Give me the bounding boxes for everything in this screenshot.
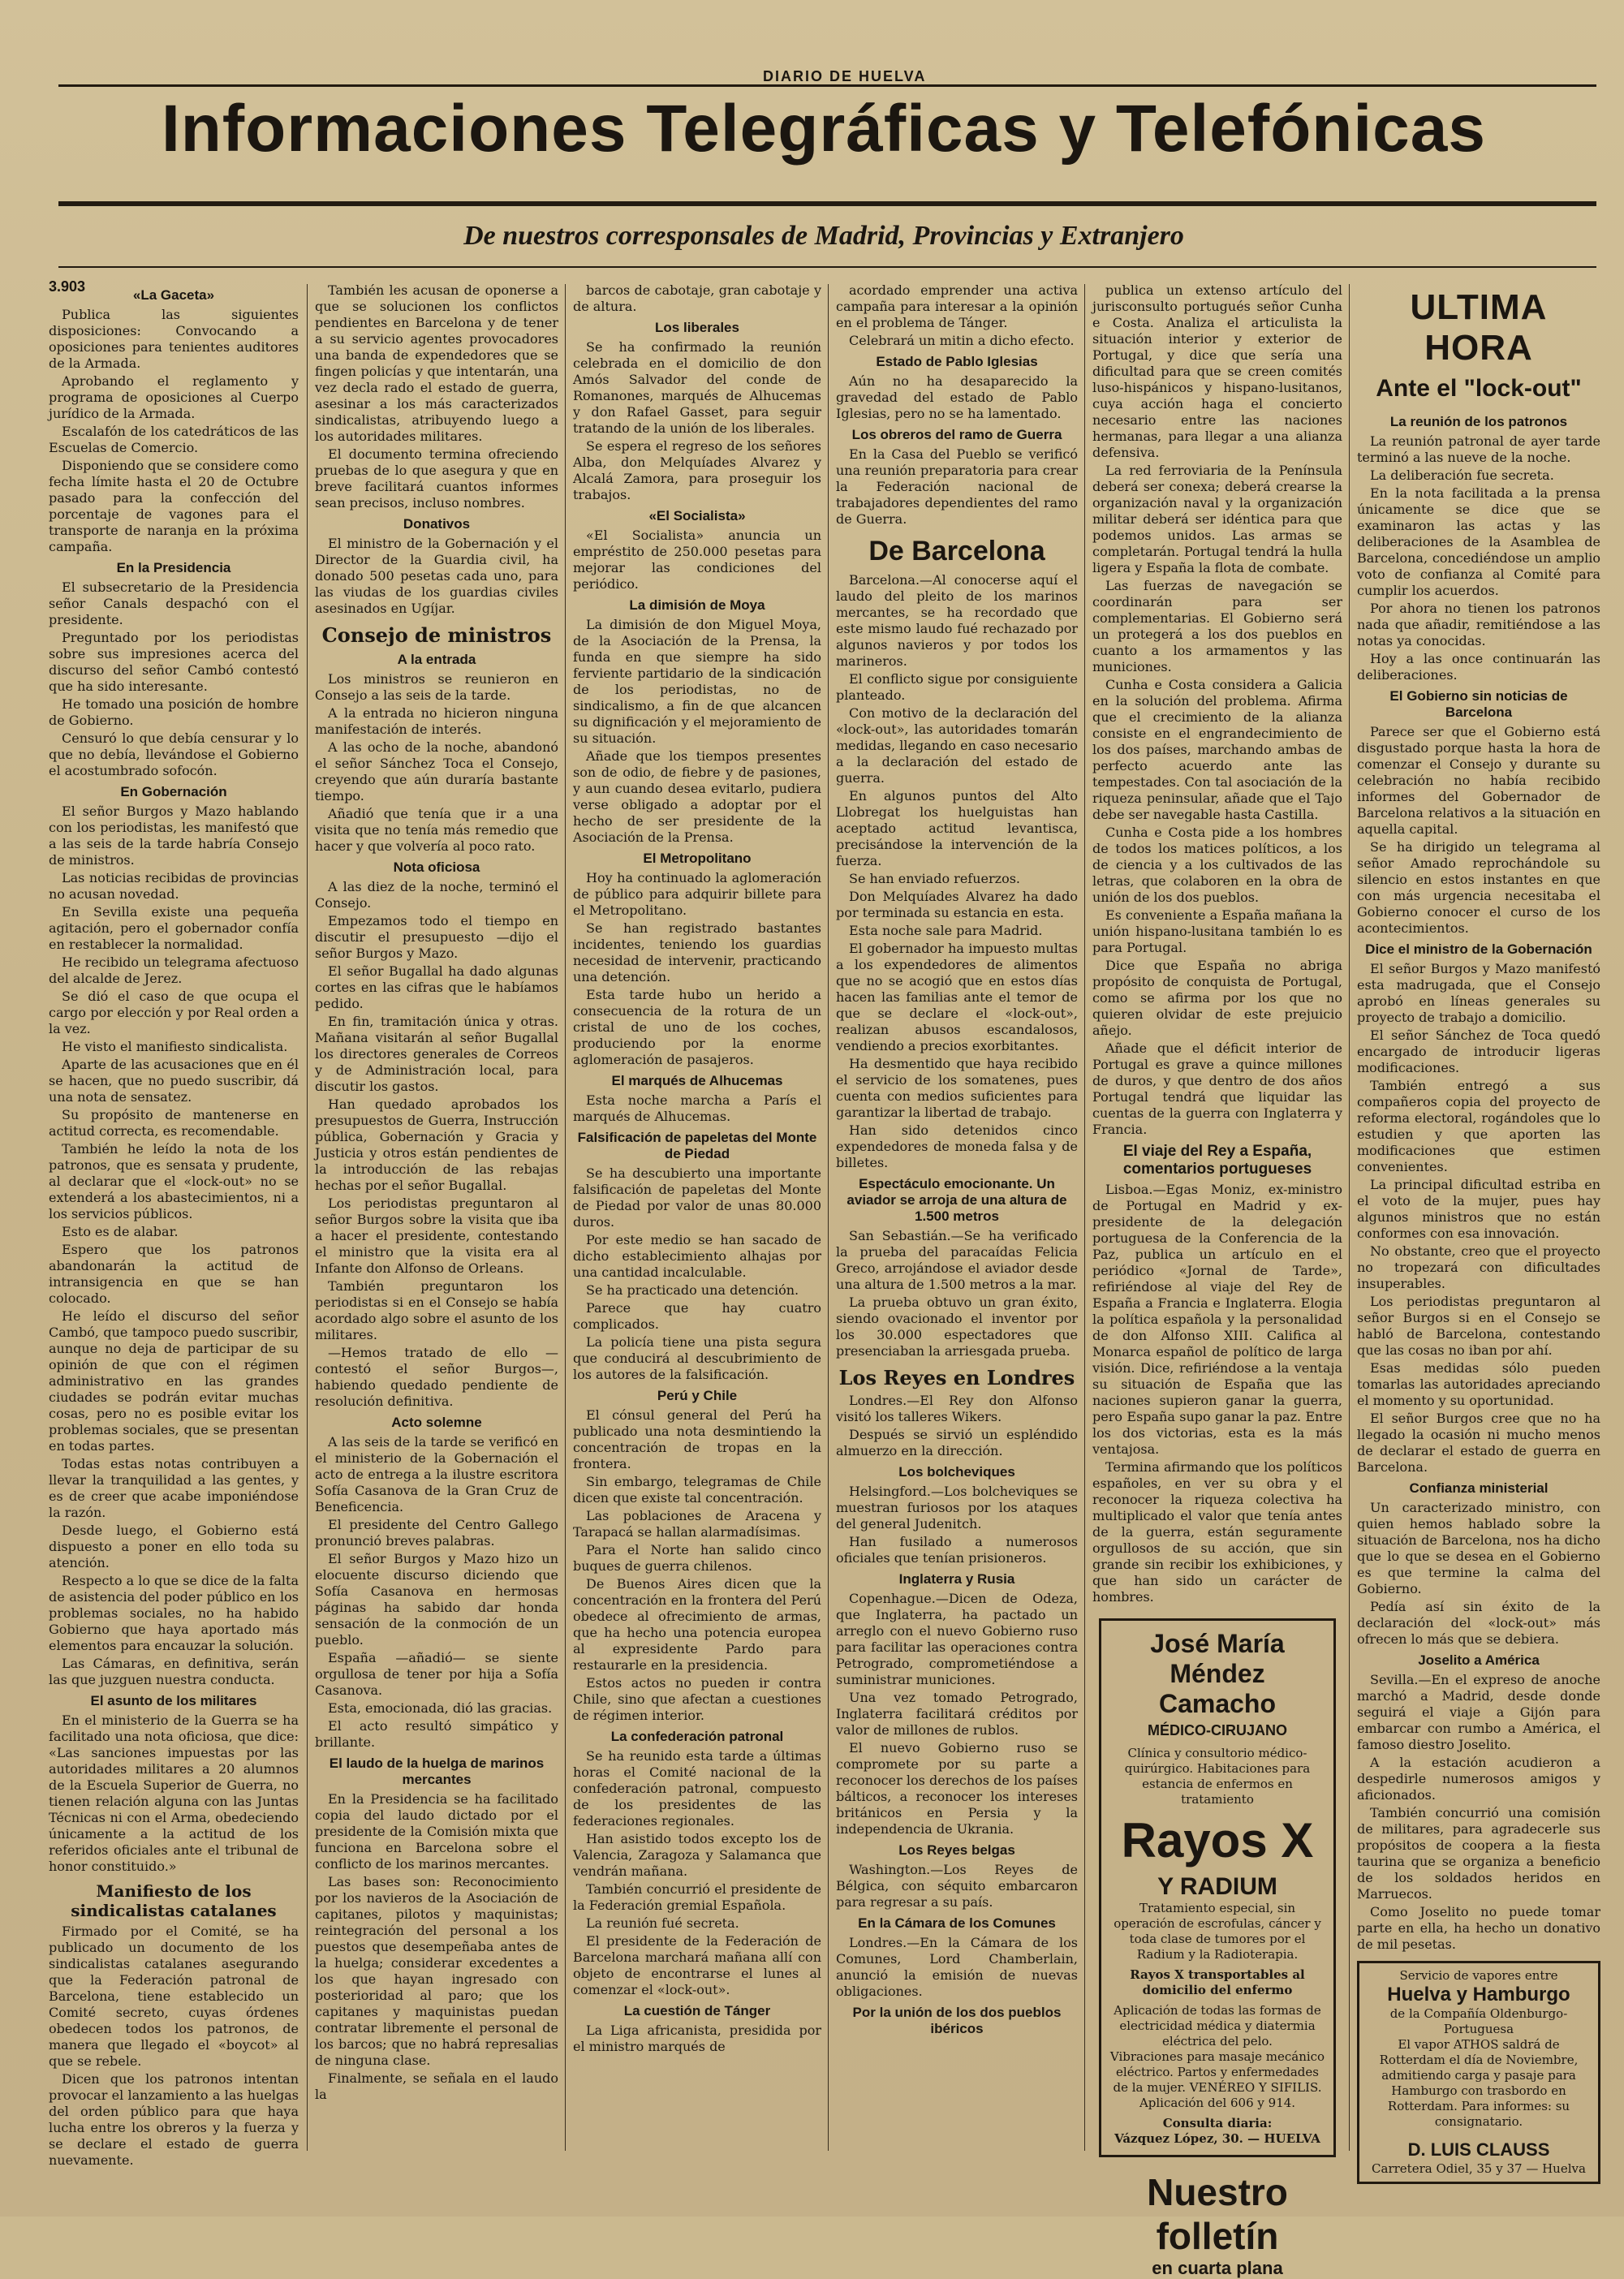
paragraph: Se ha practicado una detención. <box>586 1282 799 1298</box>
paragraph: Dice que España no abriga propósito de conquista de Portugal, como se afirma por los que no quieren olvidar de este prejuicio añejo. <box>1092 958 1342 1038</box>
paragraph: Dicen que los patronos intentan provocar el lanzamiento a las huelgas del orden público para que haya lucha entre los obreros y la fuerza y se declare el estado de guerra nuevamente. <box>49 2071 299 2168</box>
section-heading: Estado de Pablo Iglesias <box>876 354 1038 369</box>
paragraph: Han sido detenidos cinco expendedores de moneda falsa y de billetes. <box>836 1122 1078 1170</box>
section-heading: Los Reyes belgas <box>898 1842 1015 1858</box>
page-subtitle: De nuestros corresponsales de Madrid, Provincias y Extranjero <box>463 221 1184 251</box>
paragraph: Estos actos no pueden ir contra Chile, sino que afectan a cuestiones de régimen interior. <box>573 1675 821 1723</box>
paragraph: Han asistido todos excepto los de Valencia, Zaragoza y Salamanca que vendrán mañana. <box>573 1831 821 1879</box>
paragraph: acordado emprender una activa campaña para interesar a la opinión en el problema de Tánger. <box>836 282 1078 330</box>
consignee-address: Carretera Odiel, 35 y 37 — Huelva <box>1372 2161 1586 2176</box>
rule-bottom <box>58 266 1596 268</box>
paragraph: Una vez tomado Petrogrado, Inglaterra facilitará créditos por valor de millones de rublos. <box>836 1690 1078 1738</box>
section-heading: Por la unión de los dos pueblos ibéricos <box>852 2005 1062 2036</box>
paragraph: El gobernador ha impuesto multas a los expendedores de alimentos que no se acogió que en estos días hacen las familias ante el temor de que se declare el «lock-out», realizan abusos escandalosos, vendiendo a precios exorbitantes. <box>836 941 1078 1053</box>
paragraph: Aprobando el reglamento y programa de oposiciones al Cuerpo jurídico de la Armada. <box>49 373 299 421</box>
paragraph: Aún no ha desaparecido la gravedad del estado de Pablo Iglesias, pero no se ha lamentado. <box>836 373 1078 421</box>
paragraph: Hoy a las once continuarán las deliberaciones. <box>1357 651 1600 683</box>
paragraph: También he leído la nota de los patronos, que es sensata y prudente, al declarar que el «lock-out» no se extenderá a los abastecimientos, ni a los servicios públicos. <box>49 1141 299 1221</box>
section-heading: En la Presidencia <box>116 560 231 575</box>
consignee-name: D. LUIS CLAUSS <box>1407 2139 1550 2160</box>
paragraph: El señor Burgos y Mazo manifestó esta madrugada, que el Consejo aprobó en líneas generales su proyecto de trabajo a domicilio. <box>1357 961 1600 1025</box>
paragraph: El subsecretario de la Presidencia señor Canals despachó con el presidente. <box>49 579 299 627</box>
paragraph: A las ocho de la noche, abandonó el señor Sánchez Toca el Consejo, creyendo que aún duraría bastante tiempo. <box>315 739 558 803</box>
paragraph: A la entrada no hicieron ninguna manifestación de interés. <box>315 705 558 737</box>
ad-text: de la Compañía Oldenburgo-Portuguesa <box>1389 2006 1568 2036</box>
paragraph: El señor Bugallal ha dado algunas cortes en las cifras que le habíamos pedido. <box>315 963 558 1011</box>
paragraph: Cunha e Costa considera a Galicia en la solución del problema. Afirma que el crecimiento de la alianza consiste en el engrandecimiento de los dos países, marchando ambas de perfecto acuerdo ante las tempestades. Con tal asociación de la riqueza peninsular, añade que el Tajo debe ser navegable hasta Castilla. <box>1092 677 1342 822</box>
ad-text: Aplicación de todas las formas de electricidad médica y diatermia eléctrica del pelo. <box>1114 2003 1321 2049</box>
paragraph: Se dió el caso de que ocupa el cargo por elección y por Real orden a la vez. <box>49 989 299 1036</box>
section-heading: El marqués de Alhucemas <box>611 1073 783 1088</box>
note-reference: 3.903 <box>49 278 86 295</box>
ad-headline: Rayos X <box>1121 1813 1314 1868</box>
paragraph: También concurrió el presidente de la Federación gremial Española. <box>573 1881 821 1913</box>
paragraph: Esta, emocionada, dió las gracias. <box>328 1700 553 1716</box>
paragraph: Parece que hay cuatro complicados. <box>573 1300 821 1332</box>
paragraph: Respecto a lo que se dice de la falta de asistencia del poder público en los problemas sociales, no ha habido Gobierno que haya aportado más elementos para encauzar la solución. <box>49 1573 299 1653</box>
column-rule <box>1084 284 1085 2151</box>
section-heading: La cuestión de Tánger <box>623 2003 771 2018</box>
paragraph: La reunión patronal de ayer tarde terminó a las nueve de la noche. <box>1357 433 1600 465</box>
section-heading: Confianza ministerial <box>1409 1480 1549 1496</box>
paragraph: Publica las siguientes disposiciones: Convocando a oposiciones para tenientes auditores de la Armada. <box>49 307 299 371</box>
ultima-hora-heading: ULTIMA HORA <box>1410 287 1548 368</box>
paragraph: También entregó a sus compañeros copia del proyecto de reforma electoral, rogándoles que lo estudien y que aporten las modificaciones que estimen convenientes. <box>1357 1078 1600 1174</box>
paragraph: Con motivo de la declaración del «lock-out», las autoridades tomarán medidas, llegando en caso necesario a la declaración del estado de guerra. <box>836 705 1078 786</box>
section-heading: La confederación patronal <box>610 1729 784 1744</box>
paragraph: A las seis de la tarde se verificó en el ministerio de la Gobernación el acto de entrega a la ilustre escritora Sofía Casanova de la Gran Cruz de Beneficencia. <box>315 1434 558 1514</box>
section-heading: Dice el ministro de la Gobernación <box>1365 941 1592 957</box>
paragraph: En la Casa del Pueblo se verificó una reunión preparatoria para crear la Federación nacional de trabajadores dependientes del ramo de Guerra. <box>836 446 1078 527</box>
paragraph: Las poblaciones de Aracena y Tarapacá se hallan alarmadísimas. <box>573 1508 821 1540</box>
paragraph: El documento termina ofreciendo pruebas de lo que asegura y que en breve facilitará cuantos informes sean precisos, incluso nombres. <box>315 446 558 511</box>
rule-top <box>58 84 1596 87</box>
ad-subheadline: Y RADIUM <box>1157 1873 1277 1900</box>
paragraph: El señor Sánchez de Toca quedó encargado de introducir ligeras modificaciones. <box>1357 1027 1600 1075</box>
section-heading: «La Gaceta» <box>132 287 215 303</box>
section-heading: Acto solemne <box>391 1415 482 1430</box>
paragraph: Hoy ha continuado la aglomeración de público para adquirir billete para el Metropolitano. <box>573 870 821 918</box>
paragraph: De Buenos Aires dicen que la concentración en la frontera del Perú obedece al ofrecimiento de armas, que ha hecho una potencia europea al expresidente Pardo para restaurarle en la presidencia. <box>573 1576 821 1673</box>
page-title: Informaciones Telegráficas y Telefónicas <box>162 92 1486 166</box>
paragraph: Lisboa.—Egas Moniz, ex-ministro de Portugal en Madrid y ex-presidente de la delegación portuguesa de la Conferencia de la Paz, publica un artículo en el periódico «Jornal de Tarde», refiriéndose al viaje del Rey de España a Francia e Inglaterra. Elogia la política española y la personalidad de don Alfonso XIII. Califica al Monarca español de político de larga visión. Dice, refiriéndose a la ventaja su situación de España que las naciones supieron ganar la guerra, pero España supo ganar la paz. Entre los dos victorias, esta es la más ventajosa. <box>1092 1182 1342 1457</box>
masthead <box>0 0 1624 251</box>
paragraph: Parece ser que el Gobierno está disgustado porque hasta la hora de comenzar el Consejo y durante su celebración no había recibido informes del Gobernador de Barcelona relativos a la situación en aquella capital. <box>1357 724 1600 837</box>
paragraph: El señor Burgos cree que no ha llegado la ocasión ni mucho menos de declarar el estado de guerra en Barcelona. <box>1357 1411 1600 1475</box>
paragraph: Censuró lo que debía censurar y lo que no debía, llevándose el Gobierno el acostumbrado sofocón. <box>49 730 299 778</box>
paragraph: A la estación acudieron a despedirle numerosos amigos y aficionados. <box>1357 1755 1600 1803</box>
paragraph: Se ha confirmado la reunión celebrada en el domicilio de don Amós Salvador del conde de Romanones, marqués de Alhucemas y don Rafael Gasset, para seguir tratando de la unión de los liberales. <box>573 339 821 436</box>
paragraph: Por ahora no tienen los patronos nada que añadir, remitiéndose a las notas ya conocidas. <box>1357 601 1600 648</box>
paragraph: Helsingford.—Los bolcheviques se muestran furiosos por los ataques del general Judenitch. <box>836 1484 1078 1532</box>
column-rule <box>1349 284 1350 2151</box>
paragraph: También concurrió una comisión de militares, para agradecerle sus propósitos de coopera a la fiesta taurina que se organiza a beneficio de los soldados heridos en Marruecos. <box>1357 1805 1600 1902</box>
paragraph: Han quedado aprobados los presupuestos de Guerra, Instrucción pública, Gobernación y Gracia y Justicia y otros están pendientes de la introducción de las rebajas hechas por el señor Bugallal. <box>315 1096 558 1193</box>
paragraph: El señor Burgos y Mazo hizo un elocuente discurso diciendo que Sofía Casanova en hermosas páginas ha sabido dar honda sensación de la conmoción de un pueblo. <box>315 1551 558 1648</box>
section-subheading: Nota oficiosa <box>393 859 480 875</box>
paragraph: En la Presidencia se ha facilitado copia del laudo dictado por el presidente de la Comisión mixta que funciona en Barcelona sobre el conflicto de los marinos mercantes. <box>315 1791 558 1872</box>
paragraph: En Sevilla existe una pequeña agitación, pero el gobernador confía en restablecer la normalidad. <box>49 904 299 952</box>
paragraph: Sevilla.—En el expreso de anoche marchó a Madrid, desde donde seguirá el viaje a Gijón para embarcar con rumbo a América, el famoso diestro Joselito. <box>1357 1672 1600 1752</box>
paragraph: Barcelona.—Al conocerse aquí el laudo del pleito de los marinos mercantes, se ha recordado que este mismo laudo fué rechazado por algunos navieros y por todos los marineros. <box>836 572 1078 669</box>
paragraph: «El Socialista» anuncia un empréstito de 250.000 pesetas para mejorar las condiciones del periódico. <box>573 528 821 592</box>
paragraph: Celebrará un mitin a dicho efecto. <box>849 333 1075 348</box>
paragraph: Disponiendo que se considere como fecha límite hasta el 20 de Octubre pasado para la confección del porcentaje de vagones para el transporte de naranja en la próxima campaña. <box>49 458 299 554</box>
section-heading: Los liberales <box>655 320 739 335</box>
paragraph: Esta noche marcha a París el marqués de Alhucemas. <box>573 1092 821 1124</box>
paragraph: El señor Burgos y Mazo hablando con los periodistas, les manifestó que a las seis de la tarde habría Consejo de ministros. <box>49 803 299 868</box>
paragraph: Esta tarde hubo un herido a consecuencia de la rotura de un cristal de uno de los coches, produciendo por la enorme aglomeración de pasajeros. <box>573 987 821 1067</box>
paragraph: Washington.—Los Reyes de Bélgica, con séquito embarcaron para regresar a su país. <box>836 1862 1078 1910</box>
section-heading: Inglaterra y Rusia <box>898 1571 1015 1587</box>
paragraph: A las diez de la noche, terminó el Consejo. <box>315 879 558 911</box>
column-rule <box>307 284 308 2151</box>
section-heading: Los obreros del ramo de Guerra <box>851 427 1062 442</box>
paragraph: He leído el discurso del señor Cambó, que tampoco puedo suscribir, aunque no deja de participar de su opinión de que con el régimen administrativo en las grandes ciudades se podrán evitar muchas cosas, pero no es posible evitar los problemas sociales, que se presentan en todas partes. <box>49 1308 299 1454</box>
paragraph: También preguntaron los periodistas si en el Consejo se había acordado algo sobre el asunto de los militares. <box>315 1278 558 1342</box>
ad-doctor-name: José María Méndez Camacho <box>1150 1629 1285 1718</box>
ad-headline: Huelva y Hamburgo <box>1387 1984 1570 2005</box>
paragraph: Sin embargo, telegramas de Chile dicen que existe tal concentración. <box>573 1474 821 1506</box>
section-heading: El Gobierno sin noticias de Barcelona <box>1389 688 1568 720</box>
paragraph: La principal dificultad estriba en el voto de la mujer, pues hay algunos ministros que no están conformes con esa innovación. <box>1357 1177 1600 1241</box>
column-rule <box>828 284 829 2151</box>
paragraph: El cónsul general del Perú ha publicado una nota desmintiendo la concentración de tropas en la frontera. <box>573 1407 821 1471</box>
paragraph: Londres.—En la Cámara de los Comunes, Lord Chamberlain, anunció la emisión de nuevas obligaciones. <box>836 1935 1078 1999</box>
paragraph: Ha desmentido que haya recibido el servicio de los somatenes, pues cuenta con medios suficientes para garantizar la libertad de trabajo. <box>836 1056 1078 1120</box>
paragraph: En fin, tramitación única y otras. Mañana visitarán al señor Bugallal los directores generales de Correos y de Administración local, para discutir los gastos. <box>315 1014 558 1094</box>
section-heading: Los bolcheviques <box>898 1464 1015 1480</box>
column-5 <box>1092 282 1342 2278</box>
paragraph: Después se sirvió un espléndido almuerzo en la dirección. <box>836 1427 1078 1458</box>
paragraph: El conflicto sigue por consiguiente planteado. <box>836 671 1078 703</box>
paragraph: Las Cámaras, en definitiva, serán las que juzguen nuestra conducta. <box>49 1656 299 1687</box>
section-heading: Donativos <box>403 516 471 532</box>
paragraph: Un caracterizado ministro, con quien hemos hablado sobre la situación de Barcelona, nos ha dicho que lo que se desea en el Gobierno es que termine la calma del Gobierno. <box>1357 1500 1600 1596</box>
paragraph: La policía tiene una pista segura que conducirá al descubrimiento de los autores de la falsificación. <box>573 1334 821 1382</box>
column-1 <box>49 282 299 2173</box>
column-2 <box>315 282 558 2173</box>
paragraph: La deliberación fue secreta. <box>1370 467 1554 483</box>
paragraph: En la nota facilitada a la prensa únicamente se dice que se examinaron las actas y las deliberaciones de la Asamblea de Barcelona, concediéndose un amplio voto de confianza al Comité para cumplir los acuerdos. <box>1357 485 1600 598</box>
paragraph: —Hemos tratado de ello —contestó el señor Burgos—, habiendo quedado pendiente de resolución definitiva. <box>315 1345 558 1409</box>
section-heading: Falsificación de papeletas del Monte de Piedad <box>577 1130 817 1161</box>
paragraph: La reunión fué secreta. <box>586 1915 739 1931</box>
paragraph: Aparte de las acusaciones que en él se hacen, que no puedo suscribir, dá una nota de sensatez. <box>49 1057 299 1105</box>
paragraph: Se han enviado refuerzos. <box>849 871 1020 886</box>
paragraph: La Liga africanista, presidida por el ministro marqués de <box>573 2023 821 2054</box>
paragraph: El presidente de la Federación de Barcelona marchará mañana allí con objeto de encontrarse el lunes al comenzar el «lock-out». <box>573 1933 821 1997</box>
section-heading: En la Cámara de los Comunes <box>858 1915 1056 1931</box>
rule-mid <box>58 201 1596 206</box>
column-rule <box>565 284 566 2151</box>
paragraph: El ministro de la Gobernación y el Director de la Guardia civil, ha donado 500 pesetas cada uno, para las viudas de los guardias civiles asesinados en Ugíjar. <box>315 536 558 616</box>
paragraph: Por este medio se han sacado de dicho establecimiento alhajas por una cantidad incalculable. <box>573 1232 821 1280</box>
paragraph: También les acusan de oponerse a que se solucionen los conflictos pendientes en Barcelona y de tener a su servicio agentes provocadores una banda de expendedores que se fingen policías y que intentarán, una vez decla rado el estado de guerra, asesinar a los más caracterizados sindicalistas, atribuyendo luego a los autoridades militares. <box>315 282 558 444</box>
paragraph: Se espera el regreso de los señores Alba, don Melquíades Alvarez y Alcalá Zamora, para proseguir los trabajos. <box>573 438 821 502</box>
shipping-advertisement <box>1357 1961 1600 2184</box>
ad-address: Vázquez López, 30. — HUELVA <box>1114 2131 1320 2146</box>
paragraph: Desde luego, el Gobierno está dispuesto a poner en ello toda su atención. <box>49 1523 299 1570</box>
paragraph: Preguntado por los periodistas sobre sus impresiones acerca del discurso del señor Cambó contestó que ha sido interesante. <box>49 630 299 694</box>
section-heading: Joselito a América <box>1418 1652 1540 1668</box>
paragraph: Esto es de alabar. <box>62 1224 179 1239</box>
paragraph: San Sebastián.—Se ha verificado la prueba del paracaídas Felicia Greco, arrojándose el aviador desde una altura de 1.500 metros a la mar. <box>836 1228 1078 1292</box>
paragraph: He recibido un telegrama afectuoso del alcalde de Jerez. <box>49 954 299 986</box>
paragraph: Se han registrado bastantes incidentes, teniendo los guardias necesidad de intervenir, practicando una detención. <box>573 920 821 984</box>
paragraph: Se ha descubierto una importante falsificación de papeletas del Monte de Piedad por valor de unas 80.000 duros. <box>573 1165 821 1230</box>
paragraph: En algunos puntos del Alto Llobregat los huelguistas han aceptado actitud levantisca, precisándose la intervención de la fuerza. <box>836 788 1078 868</box>
paragraph: Se ha reunido esta tarde a últimas horas el Comité nacional de la confederación patronal, compuesto de los presidentes de las federaciones regionales. <box>573 1748 821 1829</box>
paper-name: DIARIO DE HUELVA <box>763 68 927 84</box>
paragraph: Se ha dirigido un telegrama al señor Amado reprochándole su silencio en estos instantes en que con más urgencia necesitaba el Gobierno conocer el curso de los acontecimientos. <box>1357 839 1600 936</box>
column-6 <box>1357 282 1600 2176</box>
paragraph: Como Joselito no puede tomar parte en ella, ha hecho un donativo de mil pesetas. <box>1357 1904 1600 1952</box>
paragraph: Esta noche sale para Madrid. <box>849 923 1043 938</box>
section-subheading: A la entrada <box>397 652 476 667</box>
paragraph: Los ministros se reunieron en Consejo a las seis de la tarde. <box>315 671 558 703</box>
paragraph: España —añadió— se siente orgullosa de tener por hija a Sofía Casanova. <box>315 1650 558 1698</box>
paragraph: Los periodistas preguntaron al señor Burgos sobre la visita que iba a hacer el presidente, contestando el ministro que la visita era al Infante don Alfonso de Orleans. <box>315 1196 558 1276</box>
section-heading: «El Socialista» <box>648 508 746 523</box>
paragraph: La dimisión de don Miguel Moya, de la Asociación de la Prensa, la funda en que siempre ha sido ferviente partidario de la sindicación de los periodistas, no de sindicalismo, a fin de que alcancen su dignificación y el mejoramiento de su situación. <box>573 617 821 746</box>
column-3 <box>573 282 821 2173</box>
ante-lockout-heading: Ante el "lock-out" <box>1376 375 1582 402</box>
section-heading: El asunto de los militares <box>90 1693 257 1708</box>
section-heading: Consejo de ministros <box>321 623 552 647</box>
paragraph: Han fusilado a numerosos oficiales que tenían prisioneros. <box>836 1534 1078 1566</box>
paragraph: Las bases son: Reconocimiento por los navieros de la Asociación de capitanes, pilotos y maquinistas; reintegración del personal a los puestos que desempeñaba antes de la huelga; considerar excedentes a los que hayan ingresado con posterioridad al paro; que los capitanes y maquinistas puedan contratar libremente el personal de los barcos; que no habrá represalias de ninguna clase. <box>315 1874 558 2068</box>
paragraph: He visto el manifiesto sindicalista. <box>62 1039 288 1054</box>
ad-text: Vibraciones para masaje mecánico eléctrico. Partos y enfermedades de la mujer. VENÉREO Y SIFILIS. Aplicación del 606 y 914. <box>1109 2049 1325 2110</box>
paragraph: No obstante, creo que el proyecto no tropezará con dificultades insuperables. <box>1357 1243 1600 1291</box>
paragraph: El nuevo Gobierno ruso se compromete por su parte a reconocer los derechos de los países bálticos, a reconocer los intereses británicos en Persia y la independencia de Ukrania. <box>836 1740 1078 1837</box>
paragraph: Finalmente, se señala en el laudo la <box>315 2070 558 2102</box>
column-4 <box>836 282 1078 2173</box>
ad-text: Consulta diaria: <box>1162 2116 1273 2130</box>
section-heading: En Gobernación <box>120 784 227 799</box>
folletin-subheading: en cuarta plana <box>1152 2258 1283 2278</box>
paragraph: Su propósito de mantenerse en actitud correcta, es recomendable. <box>49 1107 299 1139</box>
section-heading: La dimisión de Moya <box>629 597 765 613</box>
paragraph: Es conveniente a España mañana la unión hispano-lusitana también lo es para Portugal. <box>1092 907 1342 955</box>
section-heading: El viaje del Rey a España, comentarios portugueses <box>1122 1143 1312 1178</box>
paragraph: Todas estas notas contribuyen a llevar la tranquilidad a las gentes, y es de creer que acabe imponiéndose la razón. <box>49 1456 299 1520</box>
section-heading: El Metropolitano <box>643 851 752 866</box>
paragraph: La prueba obtuvo un gran éxito, siendo ovacionado el inventor por los 30.000 espectadores que presenciaban la arriesgada prueba. <box>836 1295 1078 1359</box>
paragraph: Cunha e Costa pide a los hombres de todos los matices políticos, a los de ciencia y a los cultivados de las letras, que colaboren en la obra de unión de los dos pueblos. <box>1092 825 1342 905</box>
paragraph: Termina afirmando que los políticos españoles, en ver su obra y el reconocer la riqueza colectiva ha multiplicado el valor que tenía antes de la guerra, están seguramente orgullosos de su acción, que sin grande sin recibir los exhibiciones, y que han sido un carácter de hombres. <box>1092 1459 1342 1605</box>
paragraph: Los periodistas preguntaron al señor Burgos si en el Consejo se habló de Barcelona, contestando que las cosas no iban por ahí. <box>1357 1294 1600 1358</box>
paragraph: La red ferroviaria de la Península deberá ser conexa; deberá crearse la organización naval y la organización militar deberá ser idéntica para que podemos unidos. Las armas se completarán. Portugal tendrá la hulla ligera y España la flota de combate. <box>1092 463 1342 575</box>
section-heading: Espectáculo emocionante. Un aviador se arroja de una altura de 1.500 metros <box>846 1176 1067 1224</box>
section-heading: El laudo de la huelga de marinos mercantes <box>329 1756 545 1787</box>
section-heading: La reunión de los patronos <box>1389 414 1568 429</box>
advertisement <box>1099 1618 1336 2157</box>
paragraph: Esas medidas sólo pueden tomarlas las autoridades apreciando el momento y su oportunidad. <box>1357 1360 1600 1408</box>
paragraph: Añadió que tenía que ir a una visita que no tenía más remedio que hacer y que volvería al poco rato. <box>315 806 558 854</box>
paragraph: Escalafón de los catedráticos de las Escuelas de Comercio. <box>49 424 299 455</box>
ad-text: Clínica y consultorio médico-quirúrgico. Habitaciones para estancia de enfermos en tratamiento <box>1124 1746 1311 1807</box>
folletin-heading: Nuestro folletín <box>1147 2171 1288 2257</box>
ad-text: El vapor ATHOS saldrá de Rotterdam el día de Noviembre, admitiendo carga y pasaje para Hamburgo con trasbordo en Rotterdam. Para informes: su consignatario. <box>1379 2037 1579 2129</box>
paragraph: Empezamos todo el tiempo en discutir el presupuesto —dijo el señor Burgos y Mazo. <box>315 913 558 961</box>
ad-text: Rayos X transportables al domicilio del enfermo <box>1130 1967 1305 1997</box>
paragraph: Firmado por el Comité, se ha publicado un documento de los sindicalistas catalanes asegurando que la Federación patronal de Barcelona, tiene establecido un Comité secreto, cuyas órdenes obedecen todos los patronos, de manera que llegado el «boycot» al que se rebele. <box>49 1924 299 2069</box>
section-heading: De Barcelona <box>868 536 1045 567</box>
paragraph: Londres.—El Rey don Alfonso visitó los talleres Wikers. <box>836 1393 1078 1424</box>
paragraph: Pedía así sin éxito de la declaración del «lock-out» más ofrecen lo más que se debiera. <box>1357 1599 1600 1647</box>
paragraph: He tomado una posición de hombre de Gobierno. <box>49 696 299 728</box>
paragraph: Las noticias recibidas de provincias no acusan novedad. <box>49 870 299 902</box>
paragraph: Don Melquíades Alvarez ha dado por terminada su estancia en esta. <box>836 889 1078 920</box>
paragraph: Para el Norte han salido cinco buques de guerra chilenos. <box>573 1542 821 1574</box>
paragraph: barcos de cabotaje, gran cabotaje y de altura. <box>573 282 821 314</box>
section-heading: Los Reyes en Londres <box>838 1366 1075 1389</box>
paragraph: El presidente del Centro Gallego pronunció breves palabras. <box>315 1517 558 1549</box>
ad-text: Servicio de vapores entre <box>1399 1968 1558 1983</box>
paragraph: publica un extenso artículo del jurisconsulto portugués señor Cunha e Costa. Analiza el articulista la situación interior y exterior de Portugal, y dice que sería una dificultad para que se creen comités luso-hispánicos y hispano-lusitanos, cuya acción haga el concierto necesario entre las naciones hermanas, para llegar a una alianza defensiva. <box>1092 282 1342 460</box>
paragraph: Añade que los tiempos presentes son de odio, de fiebre y de pasiones, y aun cuando desea evitarlo, pudiera verse obligado a adoptar por el hecho de ser presidente de la Asociación de la Prensa. <box>573 748 821 845</box>
ad-text: Tratamiento especial, sin operación de escrofulas, cáncer y toda clase de tumores por el Radium y la Radioterapia. <box>1114 1901 1321 1962</box>
paragraph: Copenhague.—Dicen de Odeza, que Inglaterra, ha pactado un arreglo con el nuevo Gobierno ruso para facilitar las operaciones contra Petrogrado, comprometiéndose a suministrar municiones. <box>836 1591 1078 1687</box>
paragraph: Espero que los patronos abandonarán la actitud de intransigencia en que se han colocado. <box>49 1242 299 1306</box>
paragraph: En el ministerio de la Guerra se ha facilitado una nota oficiosa, que dice: «Las sanciones impuestas por las autoridades militares a 20 alumnos de la Escuela Superior de Guerra, no tienen relación alguna con las Juntas Técnicas ni con el Arma, obedeciendo únicamente a la actitud de los referidos oficiales ante el tribunal de honor constituido.» <box>49 1712 299 1874</box>
paragraph: Añade que el déficit interior de Portugal es grave a quince millones de duros, y que dentro de dos años Portugal tendrá que liquidar las cuentas de la guerra con Inglaterra y Francia. <box>1092 1040 1342 1137</box>
section-heading: Perú y Chile <box>657 1388 738 1403</box>
paragraph: El acto resultó simpático y brillante. <box>315 1718 558 1750</box>
section-heading: Manifiesto de los sindicalistas catalanes <box>71 1881 277 1920</box>
ad-doctor-title: MÉDICO-CIRUJANO <box>1147 1722 1287 1738</box>
paragraph: Las fuerzas de navegación se coordinarán para ser complementarias. El Gobierno será un protegerá a los dos pueblos en cuanto a los armamentos y las municiones. <box>1092 578 1342 674</box>
